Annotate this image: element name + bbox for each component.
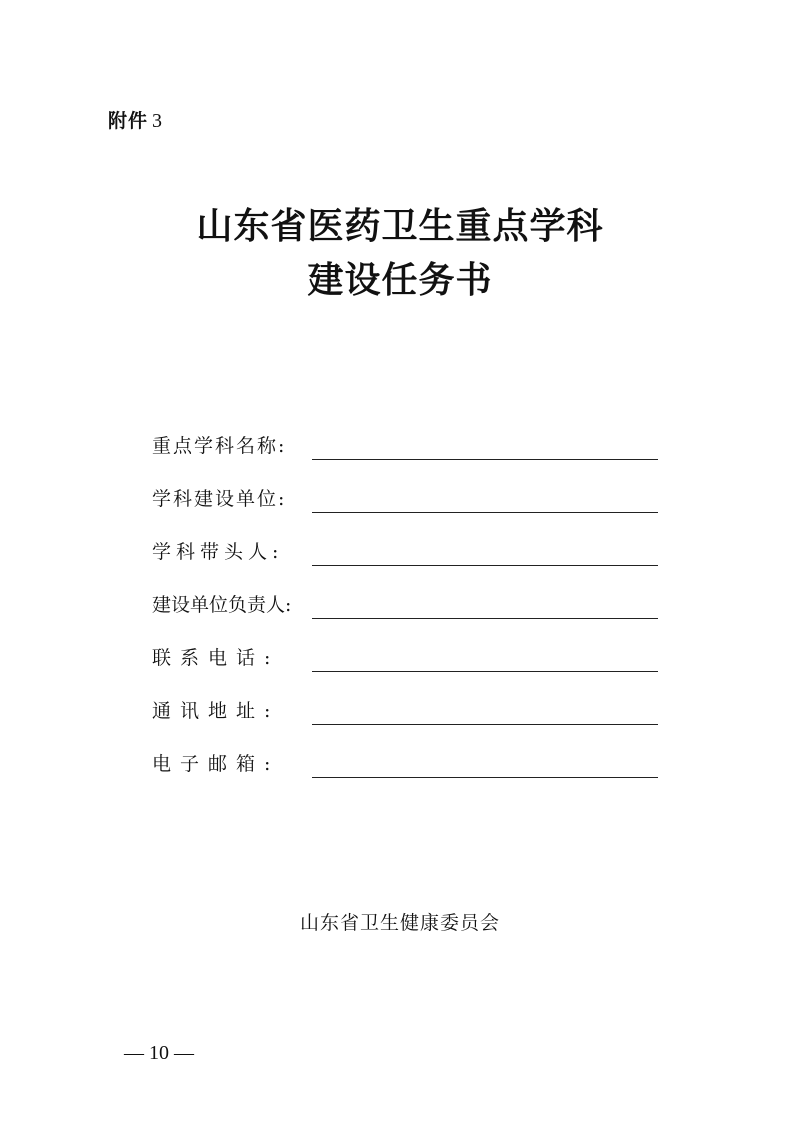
document-title-line-1: 山东省医药卫生重点学科 [196,205,604,247]
discipline-name-label: 重点学科名称: [152,435,287,457]
phone-field[interactable] [312,671,658,672]
document-title-line-2: 建设任务书 [307,259,493,301]
form-row-unit-head [152,589,660,642]
attachment-number: 3 [152,110,164,132]
discipline-name-field[interactable] [312,459,658,460]
construction-unit-field[interactable] [312,512,658,513]
unit-head-label: 建设单位负责人: [152,594,292,616]
email-label: 电子邮箱: [152,753,280,775]
form-row-email [152,748,660,801]
form-row-discipline-leader [152,536,660,589]
address-label: 通讯地址: [152,700,280,722]
address-field[interactable] [312,724,658,725]
page-number: — 10 — [124,1042,194,1064]
issuing-authority: 山东省卫生健康委员会 [299,912,500,934]
email-field[interactable] [312,777,658,778]
discipline-leader-label: 学科带头人: [152,541,284,563]
attachment-text: 附件 [108,110,149,132]
form-row-discipline-name [152,430,660,483]
form-row-address [152,695,660,748]
construction-unit-label: 学科建设单位: [152,488,287,510]
form-row-construction-unit [152,483,660,536]
form-row-phone [152,642,660,695]
attachment-label [108,106,163,133]
info-form [152,430,660,801]
unit-head-field[interactable] [312,618,658,619]
discipline-leader-field[interactable] [312,565,658,566]
phone-label: 联系电话: [152,647,280,669]
